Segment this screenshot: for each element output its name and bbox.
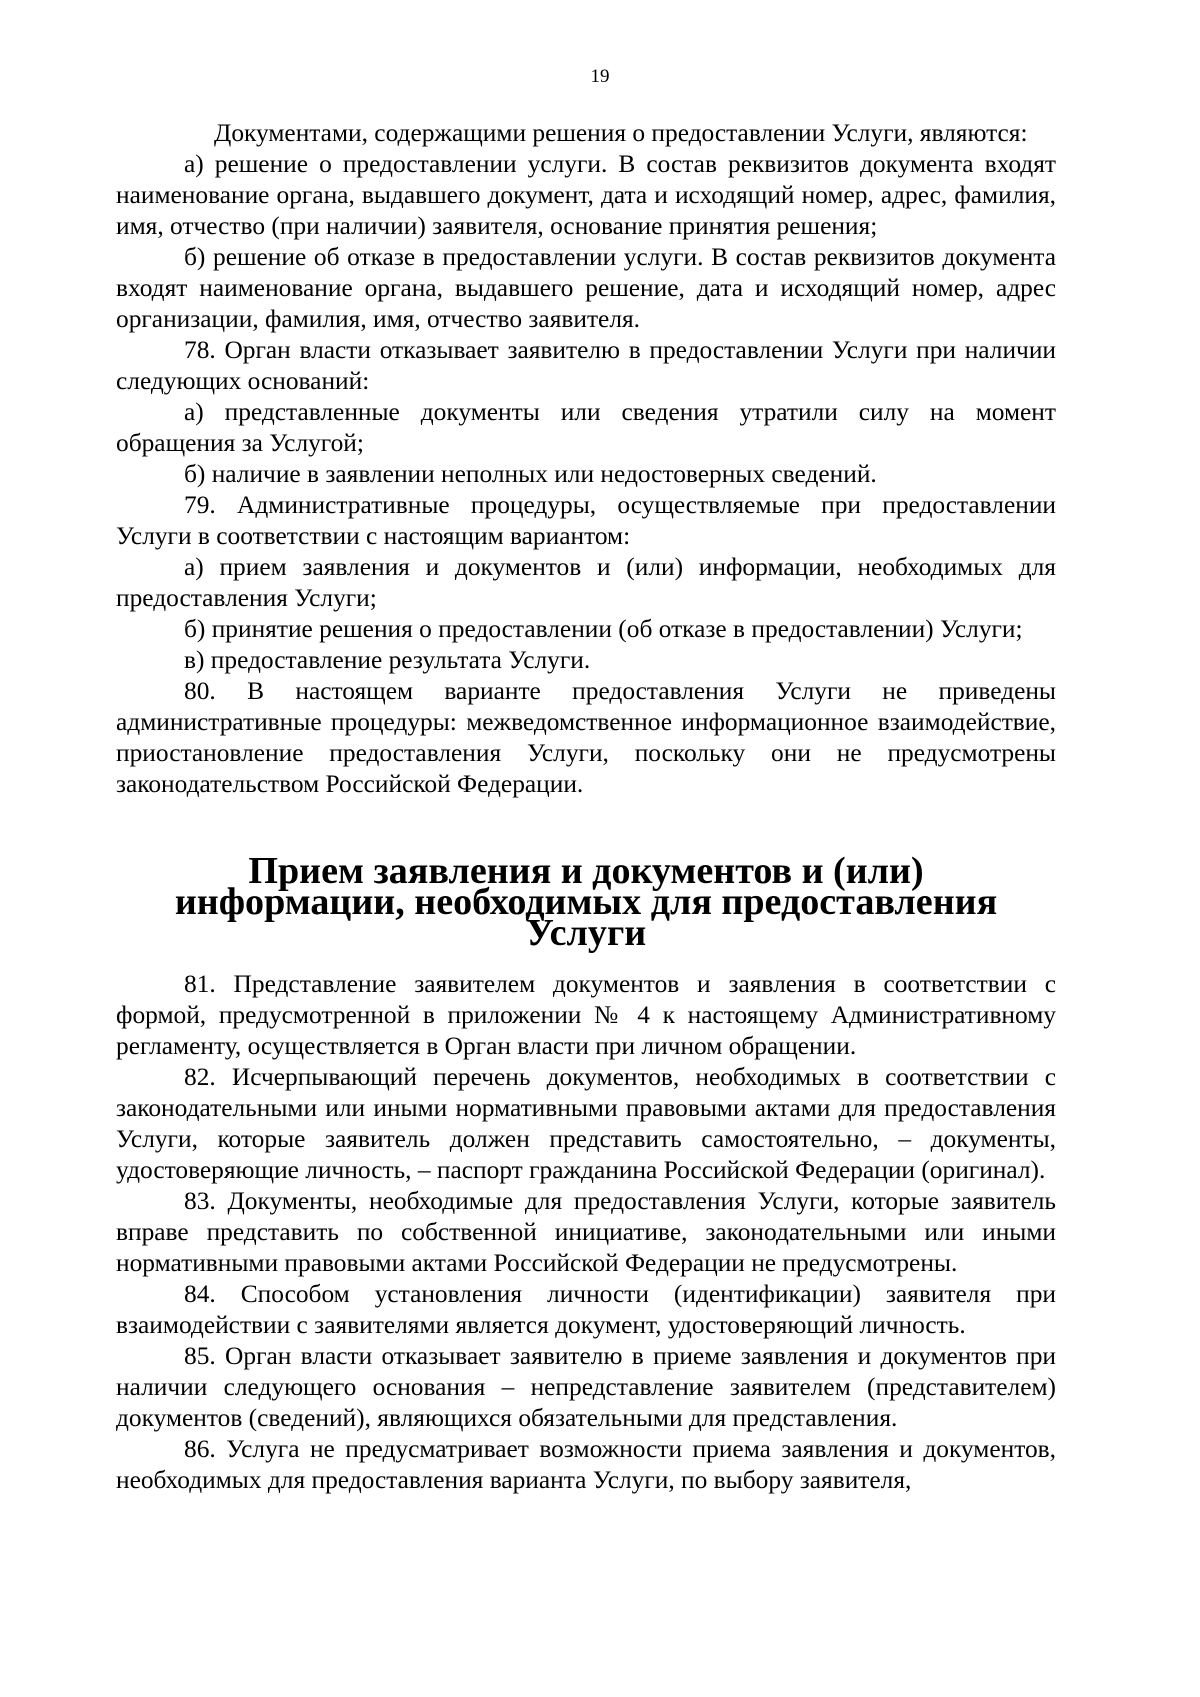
paragraph-79-item-b: б) принятие решения о предоставлении (об отказе в предоставлении) Услуги; bbox=[184, 615, 1023, 643]
paragraph-item-a-decision: а) решение о предоставлении услуги. В состав реквизитов документа входят наименование органа, выдавшего документ, дата и исходящий номер, адрес, фамилия, имя, отчество (при наличии) заявителя, основание принятия решения; bbox=[116, 150, 1056, 240]
paragraph-83: 83. Документы, необходимые для предоставления Услуги, которые заявитель вправе представить по собственной инициативе, законодательными или иными нормативными правовыми актами Российской Федерации не предусмотрены. bbox=[116, 1187, 1056, 1277]
paragraph-78-item-b: б) наличие в заявлении неполных или недостоверных сведений. bbox=[184, 460, 877, 488]
paragraph-84: 84. Способом установления личности (идентификации) заявителя при взаимодействии с заявителями является документ, удостоверяющий личность. bbox=[116, 1280, 1056, 1339]
paragraph-79: 79. Административные процедуры, осуществляемые при предоставлении Услуги в соответствии с настоящим вариантом: bbox=[116, 491, 1056, 550]
paragraph-item-b-refusal: б) решение об отказе в предоставлении услуги. В состав реквизитов документа входят наименование органа, выдавшего решение, дата и исходящий номер, адрес организации, фамилия, имя, отчество заявителя. bbox=[116, 243, 1056, 333]
paragraph-86: 86. Услуга не предусматривает возможности приема заявления и документов, необходимых для предоставления варианта Услуги, по выбору заявителя, bbox=[116, 1435, 1056, 1494]
paragraph-decision-documents: Документами, содержащими решения о предоставлении Услуги, являются: bbox=[214, 119, 1028, 147]
paragraph-81: 81. Представление заявителем документов и заявления в соответствии с формой, предусмотренной в приложении № 4 к настоящему Административному регламенту, осуществляется в Орган власти при личном обращении. bbox=[116, 970, 1056, 1060]
paragraph-82: 82. Исчерпывающий перечень документов, необходимых в соответствии с законодательными или иными нормативными правовыми актами для предоставления Услуги, которые заявитель должен представить самостоятельно, – документы, удостоверяющие личность, – паспорт гражданина Российской Федерации (оригинал). bbox=[116, 1063, 1056, 1184]
paragraph-79-item-c: в) предоставление результата Услуги. bbox=[184, 646, 591, 674]
paragraph-78: 78. Орган власти отказывает заявителю в предоставлении Услуги при наличии следующих оснований: bbox=[116, 336, 1056, 395]
paragraph-78-item-a: а) представленные документы или сведения утратили силу на момент обращения за Услугой; bbox=[116, 398, 1056, 457]
paragraph-79-item-a: а) прием заявления и документов и (или) информации, необходимых для предоставления Услуги; bbox=[116, 553, 1056, 612]
paragraph-80: 80. В настоящем варианте предоставления Услуги не приведены административные процедуры: межведомственное информационное взаимодействие, приостановление предоставления Услуги, поскольку они не предусмотрены законодательством Российской Федерации. bbox=[116, 677, 1056, 798]
section-heading: Прием заявления и документов и (или) информации, необходимых для предоставления Услуги bbox=[174, 850, 998, 954]
document-body bbox=[116, 118, 1056, 1496]
paragraph-85: 85. Орган власти отказывает заявителю в приеме заявления и документов при наличии следующего основания – непредставление заявителем (представителем) документов (сведений), являющихся обязательными для представления. bbox=[116, 1342, 1056, 1432]
page-number: 19 bbox=[590, 66, 610, 87]
